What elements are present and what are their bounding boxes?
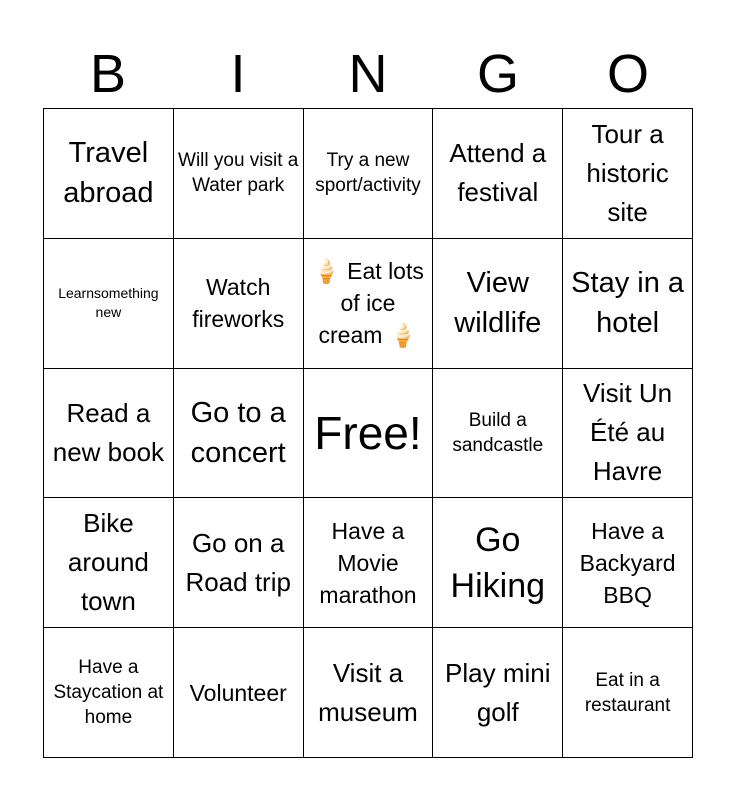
header-letter-g: G (476, 44, 519, 104)
bingo-cell[interactable] (44, 628, 174, 758)
cell-text: Bike around town (67, 508, 149, 617)
cell-text: Watch fireworks (192, 274, 285, 333)
bingo-cell[interactable] (174, 628, 304, 758)
bingo-cell[interactable] (433, 498, 563, 628)
bingo-cell[interactable] (563, 109, 693, 239)
bingo-cell[interactable] (304, 498, 434, 628)
header-letter-b: B (89, 44, 127, 104)
bingo-cell[interactable] (563, 498, 693, 628)
bingo-cell[interactable] (44, 109, 174, 239)
bingo-cell[interactable] (304, 628, 434, 758)
free-space-cell[interactable] (304, 369, 434, 499)
cell-text: Play mini golf (445, 657, 551, 727)
bingo-header (43, 40, 693, 108)
cell-text: Visit a museum (318, 657, 418, 727)
free-space-text: Free! (314, 406, 422, 459)
bingo-cell[interactable] (174, 498, 304, 628)
cell-text: Volunteer (189, 679, 287, 706)
cell-text: Go to a concert (190, 396, 286, 469)
cell-text: Travel abroad (63, 137, 154, 210)
header-letter-n: N (348, 44, 388, 104)
bingo-cell[interactable] (174, 369, 304, 499)
cell-text: Attend a festival (449, 138, 547, 208)
bingo-cell[interactable] (174, 239, 304, 369)
cell-text: Will you visit a Water park (178, 150, 299, 197)
bingo-cell[interactable] (44, 369, 174, 499)
bingo-cell[interactable] (433, 239, 563, 369)
bingo-cell[interactable] (44, 239, 174, 369)
cell-text: Learnsomething new (58, 285, 159, 321)
bingo-cell[interactable] (174, 109, 304, 239)
bingo-cell[interactable] (304, 239, 434, 369)
bingo-cell[interactable] (563, 628, 693, 758)
cell-text: 🍦 Eat lots of ice cream 🍦 (312, 258, 424, 349)
bingo-cell[interactable] (563, 239, 693, 369)
bingo-cell[interactable] (433, 628, 563, 758)
cell-text: Visit Un Été au Havre (583, 378, 673, 487)
bingo-cell[interactable] (563, 369, 693, 499)
cell-text: Go on a Road trip (185, 527, 291, 597)
cell-text: View wildlife (454, 267, 542, 340)
bingo-board (43, 108, 693, 758)
bingo-cell[interactable] (304, 109, 434, 239)
cell-text: Build a sandcastle (452, 409, 544, 456)
cell-text: Try a new sport/activity (315, 150, 421, 197)
header-letter-i: I (230, 44, 246, 104)
cell-text: Read a new book (52, 397, 165, 467)
cell-text: Tour a historic site (586, 118, 669, 227)
cell-text: Have a Movie marathon (319, 517, 417, 608)
cell-text: Eat in a restaurant (584, 669, 671, 716)
cell-text: Stay in a hotel (571, 267, 685, 340)
bingo-cell[interactable] (433, 369, 563, 499)
bingo-cell[interactable] (44, 498, 174, 628)
cell-text: Have a Staycation at home (53, 657, 164, 729)
bingo-cell[interactable] (433, 109, 563, 239)
header-letter-o: O (606, 44, 649, 104)
cell-text: Go Hiking (450, 520, 546, 605)
cell-text: Have a Backyard BBQ (579, 517, 676, 608)
